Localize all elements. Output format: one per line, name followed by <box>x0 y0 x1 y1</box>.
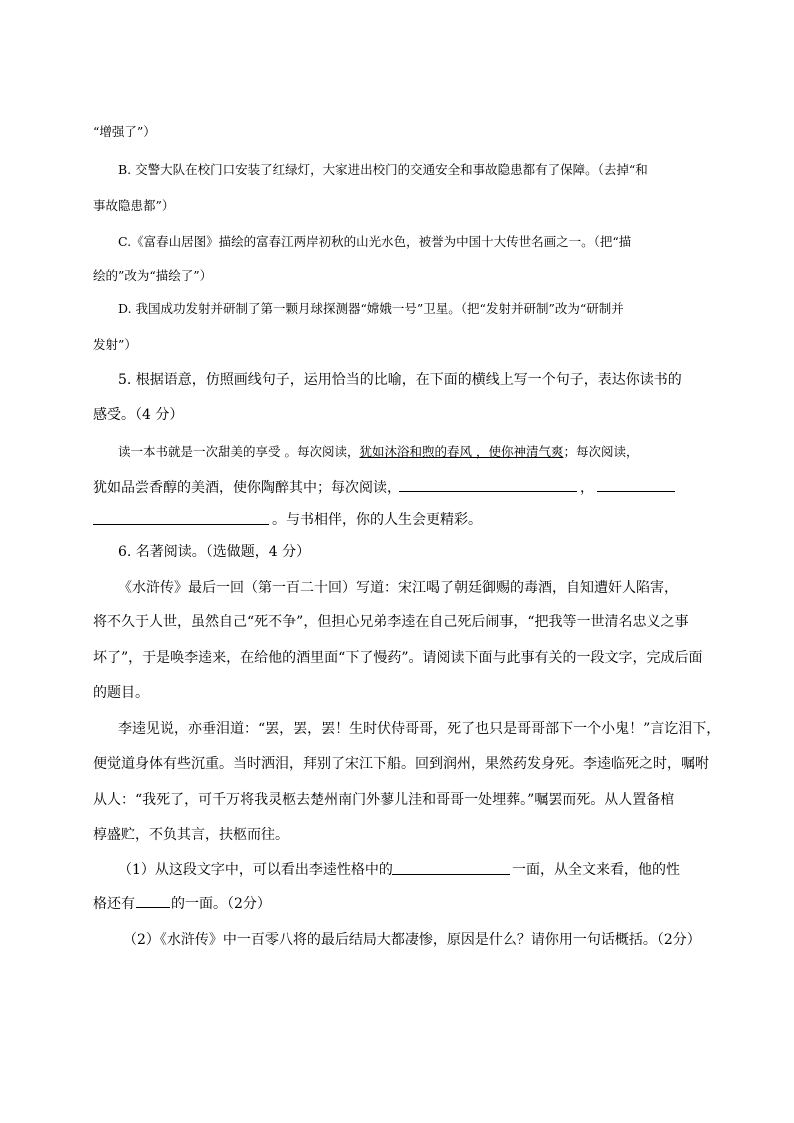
q6-sub1-answer-blank-1[interactable] <box>392 860 510 875</box>
q6-intro-line3: 坏了”，于是唤李逵来，在给他的酒里面“下了慢药”。请阅读下面与此事有关的一段文字，完成后面 <box>93 650 703 666</box>
q5-example-underlined-sentence: 犹如沐浴和煦的春风 ，使你神清气爽 <box>359 444 564 459</box>
q5-answer-blank-3[interactable] <box>93 510 269 525</box>
q5-fill-text: 犹如品尝香醇的美酒，使你陶醉其中；每次阅读， <box>93 480 401 496</box>
q5-fill-comma: ， <box>580 480 594 496</box>
q6-passage-line3: 从人：“我死了，可千万将我灵柩去楚州南门外蓼儿洼和哥哥一处埋葬。”嘱罢而死。从人置备棺 <box>93 792 675 808</box>
q5-example-after: ；每次阅读， <box>563 444 639 459</box>
q6-passage-line4: 椁盛贮，不负其言，扶柩而往。 <box>93 827 289 843</box>
q6-title: 6. 名著阅读。（选做题，4 分） <box>118 544 311 560</box>
q6-sub1-part-a: （1）从这段文字中，可以看出李逵性格中的 <box>118 862 393 878</box>
q4-option-c-line1: C.《富春山居图》描绘的富春江两岸初秋的山光水色，被誉为中国十大传世名画之一。（把“描 <box>118 234 632 249</box>
q4-option-c-line2: 绘的”改为“描绘了”） <box>93 268 213 283</box>
q6-sub1-part-d: 的一面。（2分） <box>171 896 271 912</box>
q5-answer-blank-1[interactable] <box>399 477 577 492</box>
q5-prompt-line2: 感受。（4 分） <box>93 407 184 423</box>
q5-example-before: 读一本书就是一次甜美的享受 。每次阅读， <box>118 444 360 459</box>
q4-a-tail: “增强了”） <box>93 124 156 139</box>
q6-sub1-answer-blank-2[interactable] <box>136 893 170 908</box>
q4-option-d-line1: D. 我国成功发射并研制了第一颗月球探测器“嫦娥一号”卫星。（把“发射并研制”改为“研制并 <box>118 301 624 316</box>
q4-option-d-line2: 发射”） <box>93 337 137 352</box>
q6-sub1-part-c: 格还有 <box>93 896 135 912</box>
q4-option-b-line2: 事故隐患都”） <box>93 198 175 213</box>
q5-example-line <box>118 442 638 462</box>
q5-fill-line2-end: 。与书相伴，你的人生会更精彩。 <box>272 512 482 528</box>
q6-intro-line4: 的题目。 <box>93 685 149 701</box>
q6-passage-line2: 便觉道身体有些沉重。当时洒泪，拜别了宋江下船。回到润州，果然药发身死。李逵临死之时，嘱咐 <box>93 756 709 772</box>
q4-option-b-line1: B. 交警大队在校门口安装了红绿灯，大家进出校门的交通安全和事故隐患都有了保障。（去掉“和 <box>118 162 648 177</box>
q5-prompt-line1: 5. 根据语意，仿照画线句子，运用恰当的比喻，在下面的横线上写一个句子，表达你读书的 <box>118 372 682 388</box>
q6-passage-line1: 李逵见说，亦垂泪道：“罢，罢，罢！生时伏侍哥哥，死了也只是哥哥部下一个小鬼！”言讫泪下， <box>118 721 721 737</box>
q5-fill-line1 <box>93 478 401 498</box>
q6-intro-line2: 将不久于人世，虽然自己“死不争”，但担心兄弟李逵在自己死后闹事，“把我等一世清名忠义之事 <box>93 614 689 630</box>
q6-sub1-part-b: 一面，从全文来看，他的性 <box>512 862 680 878</box>
q5-answer-blank-2[interactable] <box>597 477 675 492</box>
q6-sub2: （2）《水浒传》中一百零八将的最后结局大都凄惨，原因是什么？请你用一句话概括。（2分） <box>123 932 701 948</box>
q6-intro-line1: 《水浒传》最后一回（第一百二十回）写道：宋江喝了朝廷御赐的毒酒，自知遭奸人陷害， <box>118 580 678 596</box>
